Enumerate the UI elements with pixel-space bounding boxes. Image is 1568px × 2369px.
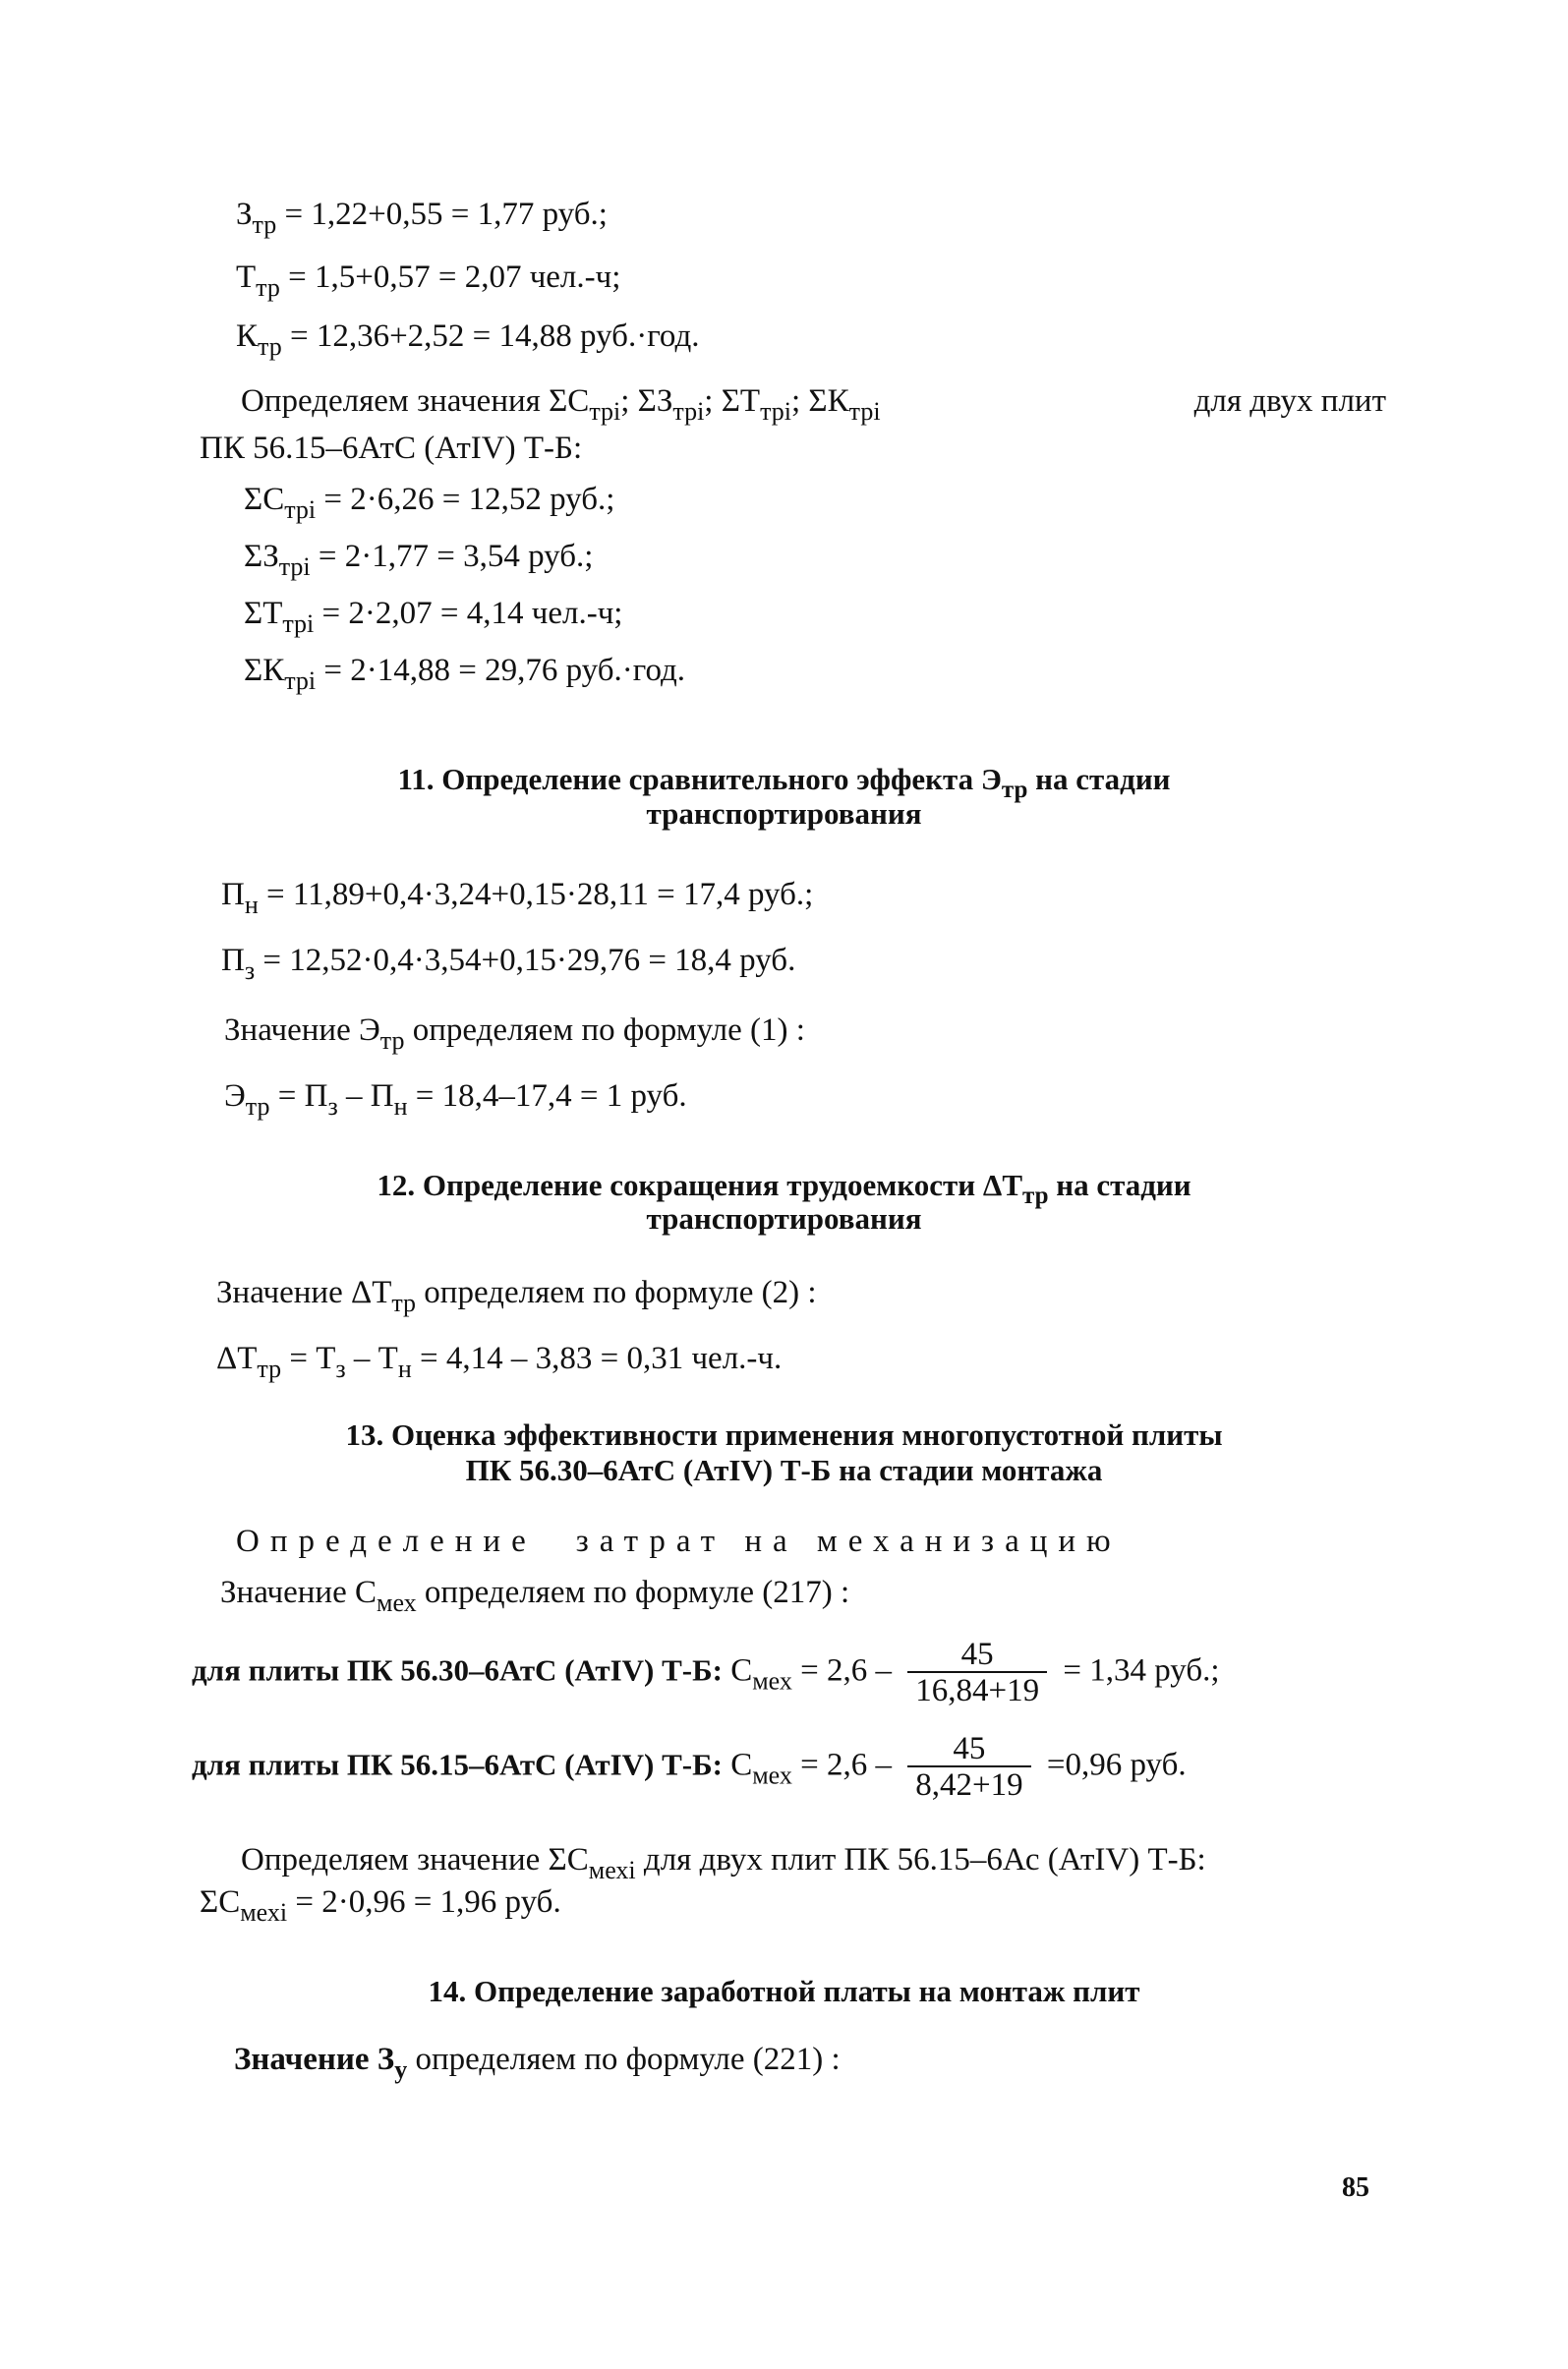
sum-c-formula: $\Sigma С_{трi} = 2\cdot 6,26 = 12,52$ руб.; [244, 482, 615, 524]
z-tr-formula: $З_{тр} = 1,22+0,55 = 1,77$ руб.; [236, 197, 608, 239]
section-11-title-line2: транспортирования [646, 796, 922, 831]
section-11-value-line: Значение $Э_{тр}$ определяем по формуле (1) : [224, 1012, 805, 1055]
k-tr-formula: $К_{тр} = 12,36+2,52 = 14,88$ руб.·год. [236, 318, 700, 361]
sum-z-formula: $\Sigma З_{трi} = 2\cdot 1,77 = 3,54$ руб.; [244, 539, 594, 581]
sum-c-mex-formula: $\Sigma С_{мехi} = 2\cdot 0,96 = 1,96$ руб. [200, 1884, 561, 1927]
sum-t-formula: $\Sigma Т_{трi} = 2\cdot 2,07 = 4,14$ чел.-ч; [244, 596, 623, 638]
section-12-value-line: Значение $\Delta Т_{тр}$ определяем по формуле (2) : [216, 1275, 817, 1317]
intro-line: Определяем значения $\Sigma С_{трi}$; $\Sigma З_{трi}$; $\Sigma Т_{трi}$; $\Sigma К_{трi}$ для двух плит [241, 383, 1386, 426]
page-number: 85 [1342, 2172, 1369, 2203]
c-mex-formula-56-15: для плиты ПК 56.15–6АтС (АтIV) Т-Б: $С_{мех} = 2,6$ – $\frac{45}{8,42+19}$ =0,96 руб. [192, 1731, 1187, 1803]
intro-line-2: ПК 56.15–6АтС (АтIV) Т-Б: [200, 431, 583, 466]
section-11-title: 11. Определение сравнительного эффекта $Э_{тр}$ на стадии [397, 762, 1171, 803]
section-13-spaced-heading: Определение затрат на механизацию [236, 1524, 1122, 1559]
fraction-56-30: $\frac{45}{16,84+19}$ [907, 1638, 1047, 1708]
delta-t-formula: $\Delta Т_{тр} = Т_з - Т_н = 4,14 - 3,83 = 0,31$ чел.-ч. [216, 1341, 783, 1383]
c-mex-formula-56-30: для плиты ПК 56.30–6АтС (АтIV) Т-Б: $С_{мех} = 2,6$ – $\frac{45}{16,84+19}$ = 1,34 руб.; [192, 1637, 1220, 1708]
section-14-value-line: Значение $З_у$ определяем по формуле (221) : [234, 2042, 841, 2084]
pz-formula: $П_з = 12,52\cdot 0,4\cdot 3,54+0,15\cdot 29,76 = 18,4$ руб. [221, 943, 796, 985]
section-12-title-line2: транспортирования [646, 1201, 922, 1236]
t-tr-formula: $Т_{тр} = 1,5+0,57 = 2,07$ чел.-ч; [236, 260, 621, 302]
section-13-sum-line: Определяем значение $\Sigma С_{мехi}$ для двух плит ПК 56.15–6Ас (АтIV) Т-Б: [241, 1842, 1206, 1884]
section-13-value-line: Значение $С_{мех}$ определяем по формуле (217) : [220, 1575, 850, 1617]
section-13-title-line2: ПК 56.30–6АтС (АтIV) Т-Б на стадии монтажа [465, 1453, 1103, 1487]
section-13-title: 13. Оценка эффективности применения многопустотной плиты [345, 1417, 1223, 1452]
sum-k-formula: $\Sigma К_{трi} = 2\cdot 14,88 = 29,76$ руб.·год. [244, 653, 686, 695]
fraction-56-15: $\frac{45}{8,42+19}$ [907, 1732, 1030, 1803]
section-14-title: 14. Определение заработной платы на монтаж плит [428, 1974, 1140, 2008]
e-tr-formula: $Э_{тр} = П_з - П_н = 18,4-17,4 = 1$ руб. [224, 1078, 687, 1121]
pn-formula: $П_н = 11,89+0,4\cdot 3,24+0,15\cdot 28,11 = 17,4$ руб.; [221, 877, 814, 919]
section-12-title: 12. Определение сокращения трудоемкости $\Delta Т_{тр}$ на стадии [377, 1168, 1191, 1209]
